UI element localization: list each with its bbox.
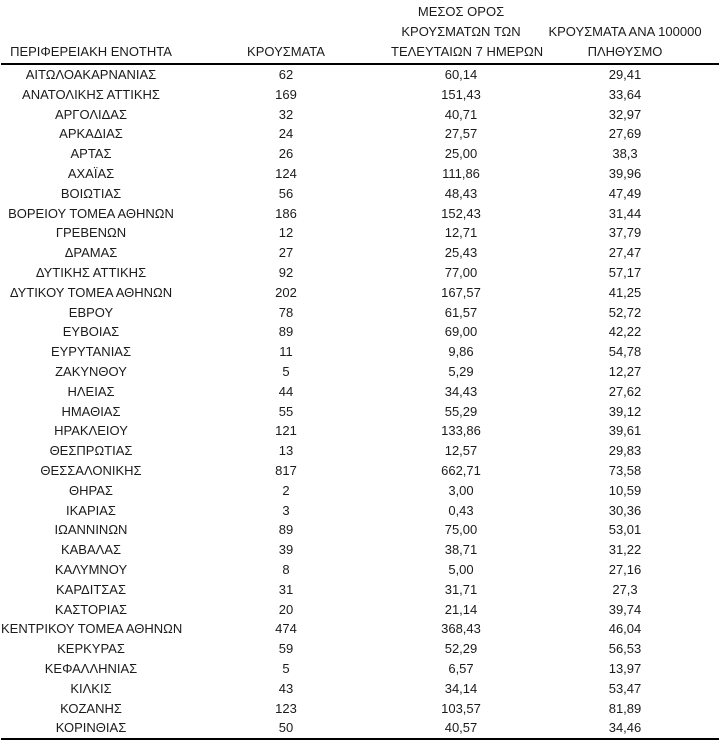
cell-cases: 12 (278, 225, 294, 241)
region-name: ΙΚΑΡΙΑΣ (66, 502, 116, 518)
region-name: ΒΟΡΕΙΟΥ ΤΟΜΕΑ ΑΘΗΝΩΝ (8, 205, 174, 221)
cell-per100k: 37,79 (608, 225, 642, 241)
cell-per100k: 29,83 (608, 443, 642, 459)
cell-avg7: 55,29 (444, 403, 478, 419)
cell-cases: 124 (275, 165, 297, 181)
table-row (1, 283, 719, 303)
cell-per100k: 81,89 (608, 700, 642, 716)
table-header (1, 2, 719, 64)
cell-per100k: 13,97 (608, 660, 642, 676)
cell-cases: 11 (279, 344, 293, 360)
column-header-line: ΠΛΗΘΥΣΜΟ (587, 44, 663, 59)
region-name: ΚΟΡΙΝΘΙΑΣ (1, 718, 181, 739)
table-row (1, 461, 719, 481)
table-row (1, 243, 719, 263)
cell-per100k: 29,41 (608, 67, 642, 82)
cell-cases: 123 (275, 700, 297, 716)
cell-avg7: 12,71 (444, 225, 478, 241)
table-row (1, 263, 719, 283)
header-row (1, 2, 719, 64)
cell-avg7: 25,43 (444, 245, 478, 261)
cell-avg7: 34,14 (444, 680, 478, 696)
region-name: ΚΑΒΑΛΑΣ (60, 542, 122, 558)
cell-per100k: 39,96 (608, 165, 642, 181)
cell-cases: 56 (278, 185, 294, 201)
cell-cases: 39 (278, 542, 294, 558)
cell-cases: 59 (278, 641, 294, 657)
cell-avg7: 61,57 (444, 304, 478, 320)
cell-cases: 44 (278, 383, 294, 399)
region-name: ΒΟΙΩΤΙΑΣ (60, 185, 122, 201)
cell-cases: 169 (275, 86, 297, 102)
cell-cases: 27 (278, 245, 294, 261)
table-row (1, 639, 719, 659)
cell-per100k: 39,12 (608, 403, 642, 419)
table-row (1, 322, 719, 342)
column-header-line: ΤΕΛΕΥΤΑΙΩΝ 7 ΗΜΕΡΩΝ (391, 44, 544, 59)
region-name: ΚΕΝΤΡΙΚΟΥ ΤΟΜΕΑ ΑΘΗΝΩΝ (1, 621, 183, 637)
column-header-region (1, 2, 181, 64)
cell-per100k: 53,47 (608, 680, 642, 696)
table-row (1, 520, 719, 540)
cell-avg7: 48,43 (444, 185, 478, 201)
cell-avg7: 21,14 (444, 601, 478, 617)
region-name: ΘΕΣΠΡΩΤΙΑΣ (49, 443, 133, 459)
cell-avg7: 69,00 (444, 324, 478, 340)
cell-avg7: 25,00 (444, 146, 478, 162)
cell-per100k: 46,04 (608, 621, 642, 637)
cell-per100k: 27,62 (608, 383, 642, 399)
cell-per100k: 27,69 (608, 126, 642, 142)
region-name: ΑΧΑΪΑΣ (67, 165, 115, 181)
cell-avg7: 368,43 (441, 621, 481, 637)
table-row (1, 64, 719, 85)
region-name: ΖΑΚΥΝΘΟΥ (55, 363, 127, 379)
cell-cases: 817 (275, 462, 297, 478)
cell-avg7: 167,57 (441, 284, 481, 300)
cell-per100k: 47,49 (608, 185, 642, 201)
cell-per100k: 38,3 (612, 146, 638, 162)
region-name: ΑΝΑΤΟΛΙΚΗΣ ΑΤΤΙΚΗΣ (22, 86, 160, 102)
cell-per100k: 56,53 (608, 641, 642, 657)
region-name: ΑΙΤΩΛΟΑΚΑΡΝΑΝΙΑΣ (25, 67, 157, 82)
cell-avg7: 111,86 (442, 165, 480, 181)
cell-avg7: 38,71 (444, 542, 478, 558)
table-body (1, 64, 719, 739)
cell-cases: 26 (278, 146, 294, 162)
cell-avg7: 5,29 (448, 363, 474, 379)
cell-cases: 202 (275, 284, 297, 300)
cell-cases: 55 (278, 403, 294, 419)
cell-per100k: 57,17 (608, 264, 642, 280)
cell-avg7: 40,71 (444, 106, 478, 122)
table-row (1, 580, 719, 600)
cell-cases: 13 (278, 443, 294, 459)
table-row (1, 421, 719, 441)
region-name: ΔΥΤΙΚΗΣ ΑΤΤΙΚΗΣ (35, 264, 147, 280)
cell-per100k: 41,25 (608, 284, 642, 300)
cell-cases: 78 (278, 304, 294, 320)
cell-avg7: 662,71 (441, 462, 481, 478)
table-row (1, 124, 719, 144)
cell-avg7: 31,71 (444, 581, 478, 597)
cell-avg7: 6,57 (448, 660, 474, 676)
table-row (1, 619, 719, 639)
cell-per100k: 27,3 (612, 581, 638, 597)
cell-per100k: 52,72 (608, 304, 642, 320)
cell-avg7: 9,86 (448, 344, 474, 360)
table-row (1, 204, 719, 224)
table-row (1, 481, 719, 501)
region-name: ΔΡΑΜΑΣ (64, 245, 118, 261)
table-row (1, 362, 719, 382)
table-row (1, 303, 719, 323)
cell-cases: 92 (278, 264, 294, 280)
region-name: ΕΥΡΥΤΑΝΙΑΣ (50, 344, 132, 360)
regional-cases-table (1, 2, 719, 740)
cell-avg7: 103,57 (441, 700, 481, 716)
cell-per100k: 39,61 (608, 423, 642, 439)
table-row (1, 223, 719, 243)
cell-per100k: 42,22 (608, 324, 642, 340)
region-name: ΚΙΛΚΙΣ (70, 680, 112, 696)
region-name: ΗΡΑΚΛΕΙΟΥ (54, 423, 128, 439)
cell-cases: 32 (278, 106, 294, 122)
table-row (1, 659, 719, 679)
table-row (1, 382, 719, 402)
region-name: ΚΕΦΑΛΛΗΝΙΑΣ (44, 660, 138, 676)
table-row (1, 501, 719, 521)
table-row (1, 699, 719, 719)
region-name: ΑΡΤΑΣ (70, 146, 112, 162)
region-name: ΑΡΓΟΛΙΔΑΣ (54, 106, 128, 122)
region-name: ΑΡΚΑΔΙΑΣ (59, 126, 123, 142)
cell-avg7: 27,57 (444, 126, 478, 142)
table-row (1, 600, 719, 620)
region-name: ΚΑΛΥΜΝΟΥ (54, 561, 128, 577)
region-name: ΗΛΕΙΑΣ (67, 383, 115, 399)
cell-avg7: 151,43 (441, 86, 481, 102)
cell-per100k: 53,01 (608, 522, 642, 538)
cell-avg7: 3,00 (448, 482, 474, 498)
column-header-line: ΜΕΣΟΣ ΟΡΟΣ (417, 4, 505, 19)
cell-cases: 5 (282, 660, 290, 676)
cell-cases: 8 (282, 561, 290, 577)
table-row (1, 679, 719, 699)
region-name: ΓΡΕΒΕΝΩΝ (55, 225, 127, 241)
region-name: ΕΥΒΟΙΑΣ (62, 324, 120, 340)
cell-per100k: 54,78 (608, 344, 642, 360)
region-name: ΚΕΡΚΥΡΑΣ (57, 641, 125, 657)
cell-cases: 62 (278, 67, 294, 82)
cell-per100k: 30,36 (608, 502, 642, 518)
region-name: ΕΒΡΟΥ (68, 304, 114, 320)
cell-avg7: 52,29 (444, 641, 478, 657)
cell-cases: 3 (282, 502, 290, 518)
cell-per100k: 34,46 (531, 718, 719, 739)
cell-per100k: 31,44 (608, 205, 642, 221)
cell-per100k: 27,16 (608, 561, 642, 577)
cell-cases: 5 (282, 363, 290, 379)
table-row (1, 402, 719, 422)
table-row (1, 85, 719, 105)
cell-cases: 50 (181, 718, 391, 739)
cell-cases: 24 (278, 126, 294, 142)
cell-per100k: 73,58 (608, 462, 642, 478)
table-row (1, 184, 719, 204)
cell-avg7: 133,86 (441, 423, 481, 439)
region-name: ΗΜΑΘΙΑΣ (61, 403, 121, 419)
region-name: ΚΑΡΔΙΤΣΑΣ (55, 581, 127, 597)
cell-per100k: 33,64 (608, 86, 642, 102)
cell-avg7: 77,00 (444, 264, 478, 280)
cell-per100k: 31,22 (608, 542, 642, 558)
cell-cases: 89 (278, 324, 294, 340)
cell-per100k: 27,47 (608, 245, 642, 261)
cell-avg7: 12,57 (444, 443, 478, 459)
region-name: ΙΩΑΝΝΙΝΩΝ (54, 522, 128, 538)
column-header-line: ΠΕΡΙΦΕΡΕΙΑΚΗ ΕΝΟΤΗΤΑ (10, 44, 172, 59)
cell-avg7: 60,14 (444, 67, 478, 82)
region-name: ΘΕΣΣΑΛΟΝΙΚΗΣ (40, 462, 142, 478)
region-name: ΘΗΡΑΣ (69, 482, 113, 498)
cell-cases: 43 (278, 680, 294, 696)
cell-cases: 2 (282, 482, 290, 498)
cell-per100k: 10,59 (608, 482, 642, 498)
cell-per100k: 12,27 (608, 363, 642, 379)
column-header-line: ΚΡΟΥΣΜΑΤΑ (247, 44, 325, 59)
column-header-avg7 (391, 2, 544, 64)
column-header-per100k (531, 2, 719, 64)
cell-cases: 89 (278, 522, 294, 538)
cell-cases: 186 (275, 205, 297, 221)
cell-per100k: 39,74 (608, 601, 642, 617)
table-row (1, 144, 719, 164)
column-header-line: ΚΡΟΥΣΜΑΤΑ ΑΝΑ 100000 (548, 24, 702, 39)
table-row (1, 540, 719, 560)
cell-avg7: 40,57 (391, 718, 531, 739)
table-row (1, 164, 719, 184)
region-name: ΚΟΖΑΝΗΣ (60, 700, 122, 716)
table-row (1, 718, 719, 739)
cell-cases: 31 (278, 581, 294, 597)
region-name: ΔΥΤΙΚΟΥ ΤΟΜΕΑ ΑΘΗΝΩΝ (9, 284, 173, 300)
region-name: ΚΑΣΤΟΡΙΑΣ (54, 601, 128, 617)
cell-cases: 20 (278, 601, 294, 617)
table-row (1, 105, 719, 125)
table-row (1, 441, 719, 461)
cell-cases: 121 (275, 423, 297, 439)
column-header-line: ΚΡΟΥΣΜΑΤΩΝ ΤΩΝ (401, 24, 521, 39)
table-row (1, 560, 719, 580)
cell-avg7: 5,00 (448, 561, 474, 577)
cell-avg7: 34,43 (444, 383, 478, 399)
cell-per100k: 32,97 (608, 106, 642, 122)
column-header-cases (181, 2, 391, 64)
table-row (1, 342, 719, 362)
cell-cases: 474 (275, 621, 297, 637)
cell-avg7: 75,00 (444, 522, 478, 538)
cell-avg7: 152,43 (441, 205, 481, 221)
cell-avg7: 0,43 (448, 502, 474, 518)
